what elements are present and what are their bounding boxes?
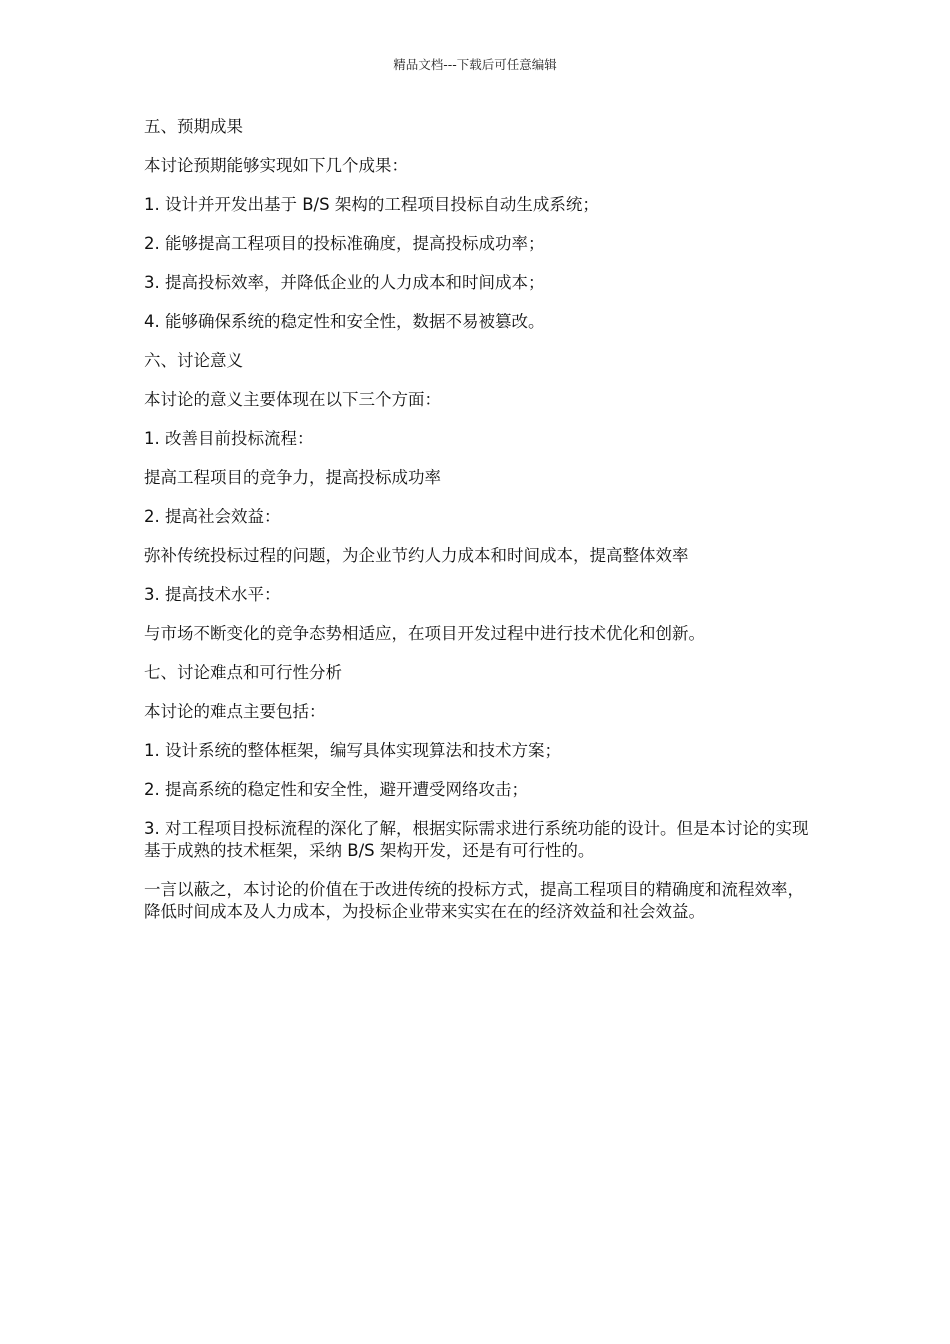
- paragraph: 弥补传统投标过程的问题，为企业节约人力成本和时间成本，提高整体效率: [144, 546, 689, 565]
- paragraph: 提高工程项目的竞争力，提高投标成功率: [144, 468, 441, 487]
- conclusion-paragraph: 一言以蔽之，本讨论的价值在于改进传统的投标方式，提高工程项目的精确度和流程效率，降低时间成本及人力成本，为投标企业带来实实在在的经济效益和社会效益。: [144, 880, 804, 921]
- paragraph: 与市场不断变化的竞争态势相适应，在项目开发过程中进行技术优化和创新。: [144, 624, 705, 643]
- list-item: 3. 提高技术水平：: [144, 585, 281, 604]
- list-item: 2. 提高社会效益：: [144, 507, 281, 526]
- paragraph: 本讨论的意义主要体现在以下三个方面：: [144, 390, 441, 409]
- list-item: 1. 设计系统的整体框架，编写具体实现算法和技术方案；: [144, 741, 561, 760]
- list-item: 3. 对工程项目投标流程的深化了解，根据实际需求进行系统功能的设计。但是本讨论的实现基于成熟的技术框架，采纳 B/S 架构开发，还是有可行性的。: [144, 819, 809, 860]
- list-item: 4. 能够确保系统的稳定性和安全性，数据不易被篡改。: [144, 312, 545, 331]
- paragraph: 本讨论预期能够实现如下几个成果：: [144, 156, 408, 175]
- section-heading-expected-results: 五、预期成果: [144, 117, 243, 136]
- list-item: 1. 改善目前投标流程：: [144, 429, 314, 448]
- section-heading-difficulties: 七、讨论难点和可行性分析: [144, 663, 342, 682]
- list-item: 2. 能够提高工程项目的投标准确度，提高投标成功率；: [144, 234, 545, 253]
- document-body: [144, 116, 814, 940]
- section-heading-significance: 六、讨论意义: [144, 351, 243, 370]
- page-header: 精品文档---下载后可任意编辑: [393, 57, 557, 72]
- list-item: 1. 设计并开发出基于 B/S 架构的工程项目投标自动生成系统；: [144, 195, 599, 214]
- list-item: 3. 提高投标效率，并降低企业的人力成本和时间成本；: [144, 273, 545, 292]
- paragraph: 本讨论的难点主要包括：: [144, 702, 326, 721]
- list-item: 2. 提高系统的稳定性和安全性，避开遭受网络攻击；: [144, 780, 528, 799]
